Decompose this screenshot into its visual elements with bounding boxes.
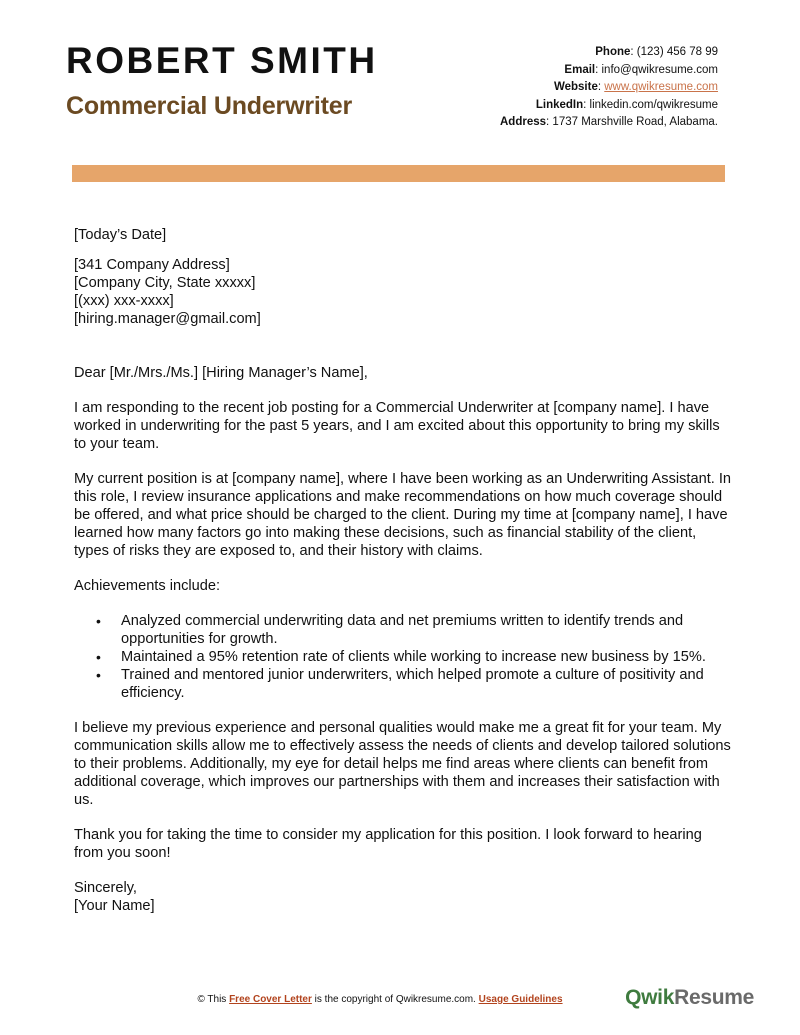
closing: Sincerely, — [74, 880, 137, 896]
website-label: Website — [553, 81, 598, 93]
candidate-name: ROBERT SMITH — [66, 40, 378, 81]
letter-date: [Today’s Date] — [74, 227, 167, 243]
achievement-text: Trained and mentored junior underwriters, which helped promote a culture of positivity and efficiency. — [121, 667, 704, 701]
achievement-item — [74, 612, 734, 648]
free-cover-letter-link[interactable]: Free Cover Letter — [229, 994, 312, 1005]
job-title: Commercial Underwriter — [66, 92, 352, 120]
recipient-address-line: [hiring.manager@gmail.com] — [74, 311, 261, 327]
bullet-icon: • — [96, 667, 101, 683]
recipient-address-line: [Company City, State xxxxx] — [74, 275, 256, 291]
logo-resume: Resume — [674, 986, 754, 1009]
signature-name: [Your Name] — [74, 898, 155, 914]
contact-linkedin: LinkedIn: linkedin.com/qwikresume — [535, 98, 718, 111]
letter-body — [74, 226, 734, 915]
bullet-icon: • — [96, 613, 101, 629]
linkedin-value: linkedin.com/qwikresume — [589, 98, 718, 111]
qwikresume-logo[interactable] — [625, 987, 754, 1008]
footer-prefix: © This — [197, 994, 230, 1005]
email-value: info@qwikresume.com — [601, 63, 718, 76]
footer-middle: is the copyright of Qwikresume.com. — [311, 994, 479, 1005]
achievement-item — [74, 666, 734, 702]
achievement-item — [74, 648, 734, 666]
achievement-text: Maintained a 95% retention rate of clients while working to increase new business by 15%. — [121, 649, 706, 665]
logo-qwik: Qwik — [625, 986, 675, 1009]
paragraph-current-position: My current position is at [company name], where I have been working as an Underwriting Assistant. In this role, I review insurance applications and make recommendations on how much coverage should be offered, and what price should be charged to the client. During my time at [company name], I have learned how many factors go into making these decisions, such as financial stability of the client, types of risks they are exposed to, and their history with claims. — [74, 471, 732, 559]
accent-divider-bar — [72, 165, 725, 182]
achievements-list — [74, 612, 734, 702]
phone-label: Phone — [595, 46, 631, 58]
contact-address: Address: 1737 Marshville Road, Alabama. — [500, 116, 718, 128]
paragraph-qualities: I believe my previous experience and personal qualities would make me a great fit for your team. My communication skills allow me to effectively assess the needs of clients and develop tailored solutions to their problems. Additionally, my eye for detail helps me find areas where clients can benefit from additional coverage, which improves our partnerships with them and increases their satisfaction with us. — [74, 720, 731, 808]
achievements-heading: Achievements include: — [74, 578, 221, 594]
email-label: Email — [564, 63, 596, 76]
paragraph-intro: I am responding to the recent job posting for a Commercial Underwriter at [company name]. I have worked in underwriting for the past 5 years, and I am excited about this opportunity to bring my skills to your team. — [74, 400, 720, 452]
bullet-icon: • — [96, 649, 101, 665]
salutation: Dear [Mr./Mrs./Ms.] [Hiring Manager’s Name], — [74, 365, 368, 381]
recipient-address-line: [341 Company Address] — [74, 257, 230, 273]
contact-website: Website: www.qwikresume.com — [553, 81, 718, 93]
contact-block — [500, 44, 718, 132]
achievement-text: Analyzed commercial underwriting data and net premiums written to identify trends and opportunities for growth. — [121, 613, 684, 647]
usage-guidelines-link[interactable]: Usage Guidelines — [478, 994, 563, 1005]
contact-email: Email: info@qwikresume.com — [564, 63, 718, 76]
address-label: Address — [500, 116, 547, 128]
recipient-address — [74, 256, 734, 328]
contact-phone: Phone: (123) 456 78 99 — [595, 46, 718, 58]
phone-value: (123) 456 78 99 — [636, 46, 718, 58]
recipient-address-line: [(xxx) xxx-xxxx] — [74, 293, 174, 309]
paragraph-thanks: Thank you for taking the time to consider my application for this position. I look forward to hearing from you soon! — [74, 827, 702, 861]
website-link[interactable]: www.qwikresume.com — [604, 81, 718, 93]
linkedin-label: LinkedIn — [535, 98, 584, 111]
address-value: 1737 Marshville Road, Alabama. — [552, 116, 718, 128]
